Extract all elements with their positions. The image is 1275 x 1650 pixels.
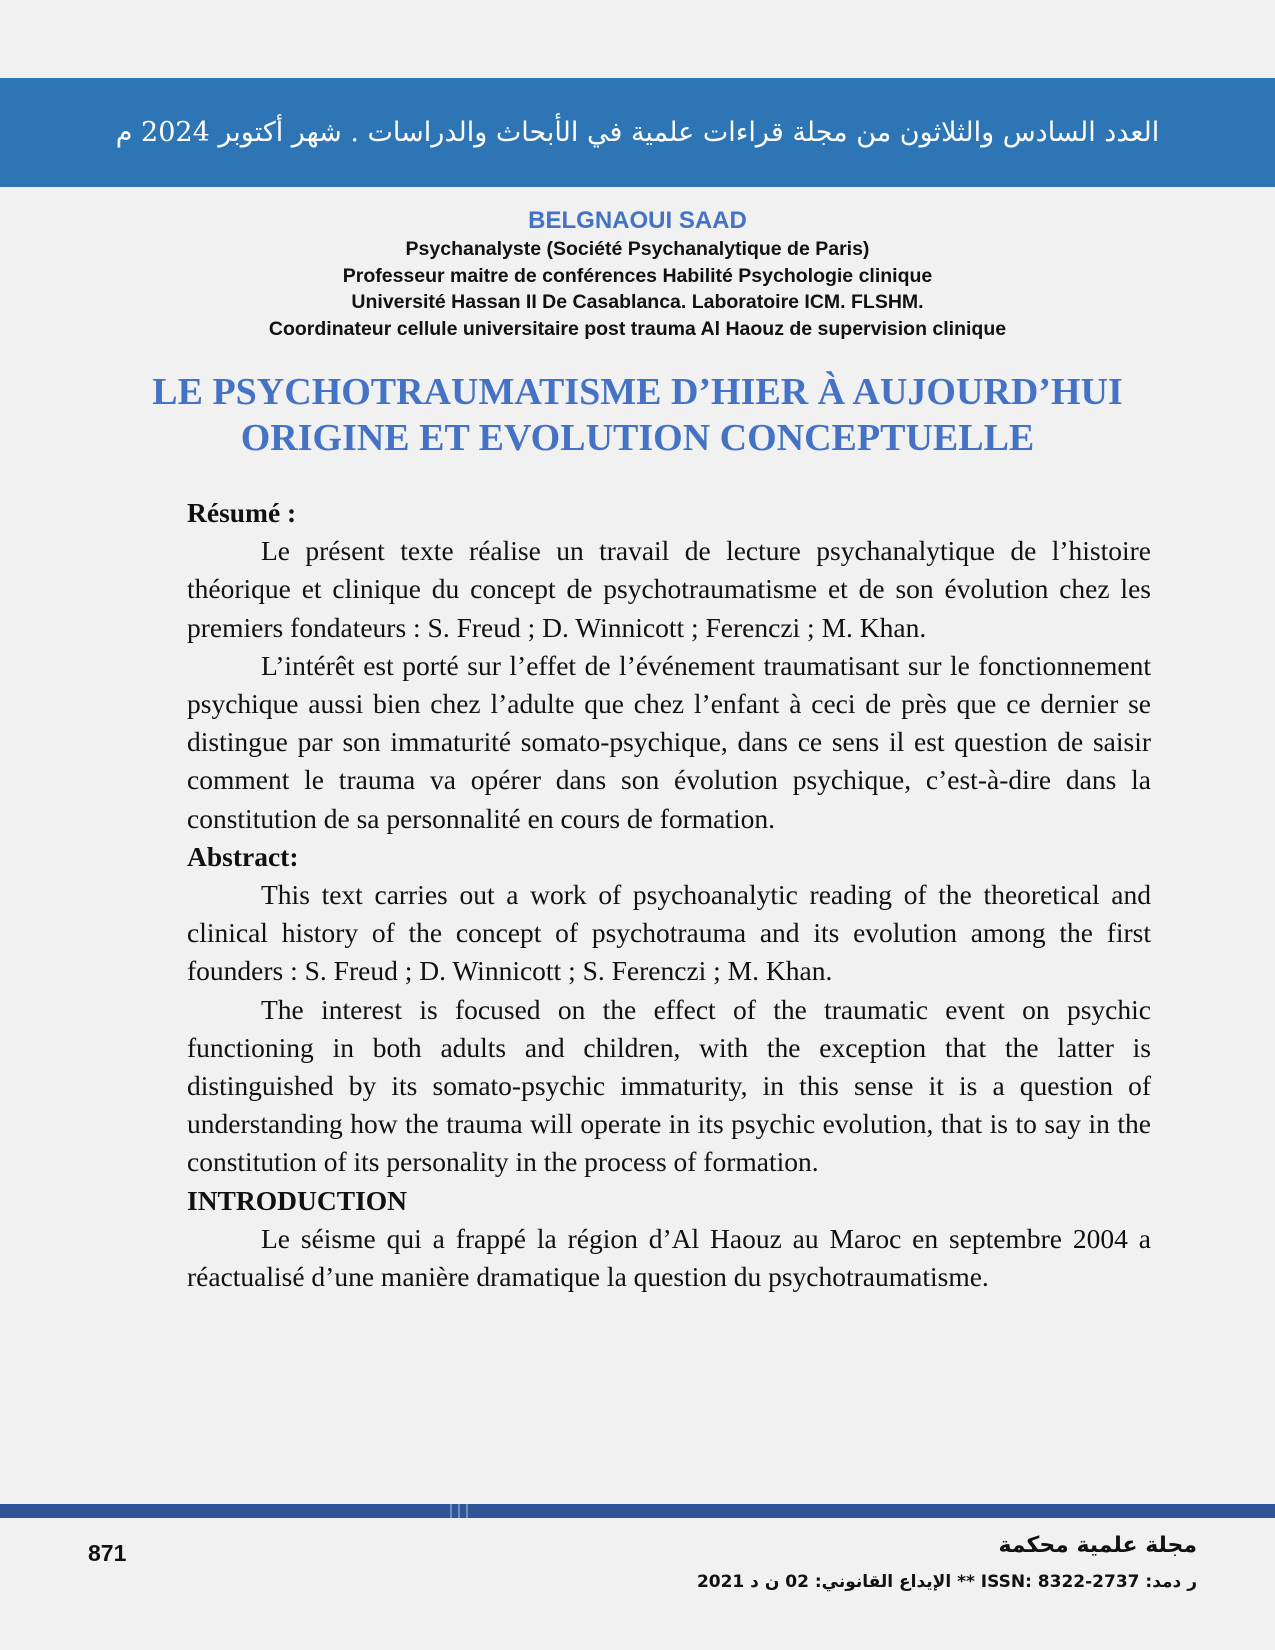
abstract-paragraph: The interest is focused on the effect of the traumatic event on psychic functioning in both adults and children, with the exception that the latter is distinguished by its somato-psychic immaturity, in this sense it is a question of understanding how the trauma will operate in its psychic evolution, that is to say in the constitution of its personality in the process of formation. (187, 993, 1151, 1178)
page-number: 871 (88, 1540, 127, 1566)
resume-heading: Résumé : (187, 497, 297, 528)
journal-header-band (0, 78, 1275, 187)
article-body (187, 494, 1151, 1296)
resume-paragraph: Le présent texte réalise un travail de lecture psychanalytique de l’histoire théorique et clinique du concept de psychotraumatisme et de son évolution chez les premiers fondateurs : S. Freud ; D. Winnicott ; Ferenczi ; M. Khan. (187, 535, 1151, 643)
resume-paragraph: L’intérêt est porté sur l’effet de l’événement traumatisant sur le fonctionnement psychique aussi bien chez l’adulte que chez l’enfant à ceci de près que ce dernier se distingue par son immaturité somato-psychique, dans ce sens il est question de saisir comment le trauma va opérer dans son évolution psychique, c’est-à-dire dans la constitution de sa personnalité en cours de formation. (187, 649, 1151, 834)
footer-rule-segment (444, 1504, 470, 1518)
footer-rule (0, 1504, 1275, 1518)
journal-label: مجلة علمية محكمة (998, 1533, 1197, 1558)
affiliation-line: Coordinateur cellule universitaire post trauma Al Haouz de supervision clinique (268, 317, 1007, 340)
affiliation-line: Professeur maitre de conférences Habilité Psychologie clinique (342, 264, 933, 287)
article-title-line-1: LE PSYCHOTRAUMATISME D’HIER À AUJOURD’HUI (152, 371, 1123, 413)
article-title (0, 369, 1275, 461)
abstract-paragraph: This text carries out a work of psychoanalytic reading of the theoretical and clinical history of the concept of psychotrauma and its evolution among the first founders : S. Freud ; D. Winnicott ; S. Ferenczi ; M. Khan. (187, 879, 1151, 987)
article-title-line-2: ORIGINE ET EVOLUTION CONCEPTUELLE (240, 417, 1035, 459)
author-block (0, 206, 1275, 342)
affiliation-line: Université Hassan II De Casablanca. Laboratoire ICM. FLSHM. (351, 291, 924, 313)
abstract-heading: Abstract: (187, 840, 299, 872)
issn-legal-line: ر دمد: 2737-8322 :ISSN ** الإيداع القانوني: 02 ن د 2021 (696, 1572, 1197, 1592)
author-name: BELGNAOUI SAAD (528, 207, 747, 234)
journal-issue-title: العدد السادس والثلاثون من مجلة قراءات علمية في الأبحاث والدراسات . شهر أكتوبر 2024 م (115, 117, 1160, 148)
affiliation-line: Psychanalyste (Société Psychanalytique de Paris) (405, 238, 870, 260)
introduction-heading: INTRODUCTION (187, 1184, 408, 1216)
introduction-paragraph: Le séisme qui a frappé la région d’Al Haouz au Maroc en septembre 2004 a réactualisé d’une manière dramatique la question du psychotraumatisme. (187, 1222, 1151, 1293)
